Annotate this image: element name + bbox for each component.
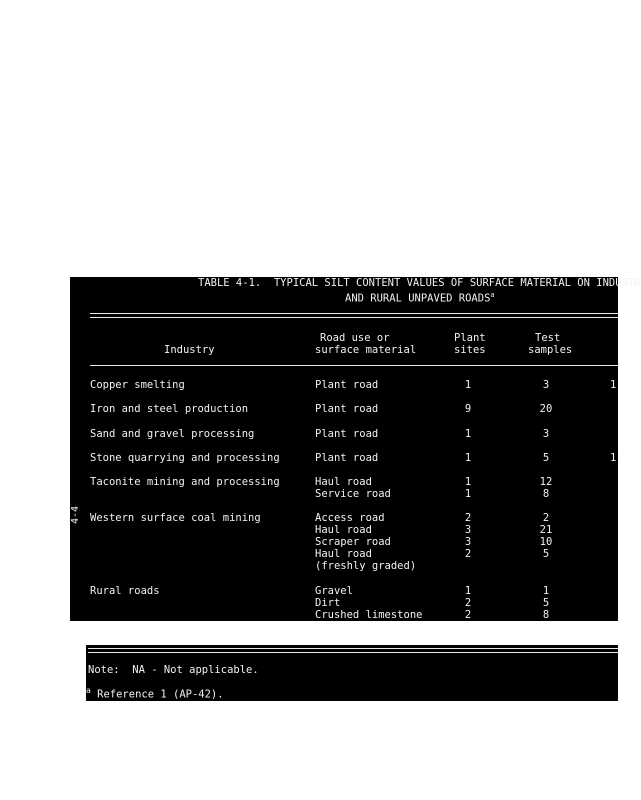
notes-top-rule [88,648,618,649]
row-test-samples: 8 [542,488,550,500]
row-plant-sites: 2 [464,548,472,560]
row-plant-sites: 2 [464,609,472,621]
row-test-samples: 5 [542,548,550,560]
row-road-use: Dirt [315,597,341,609]
header-industry: Industry [164,344,215,356]
row-test-samples: 8 [542,609,550,621]
header-road-use-1: Road use or [320,332,390,344]
row-test-samples: 12 [539,476,553,488]
row-test-samples: 3 [542,379,550,391]
notes-scan [86,645,618,701]
row-industry: Western surface coal mining [90,512,261,524]
row-plant-sites: 9 [464,403,472,415]
row-plant-sites: 1 [464,585,472,597]
row-road-use: Plant road [315,403,379,415]
row-industry: Stone quarrying and processing [90,452,280,464]
row-test-samples: 3 [542,428,550,440]
table-title-line2: AND RURAL UNPAVED ROADS$^a$ [345,291,495,305]
row-industry: Sand and gravel processing [90,428,255,440]
row-plant-sites: 3 [464,536,472,548]
row-road-use: Haul road [315,476,372,488]
row-road-use: Plant road [315,428,379,440]
header-plant-1: Plant [454,332,486,344]
row-plant-sites: 3 [464,524,472,536]
table-title-line1: TABLE 4-1. TYPICAL SILT CONTENT VALUES OF SURFACE MATERIAL ON INDUSTR [198,277,641,289]
row-silt-clipped: 1( [610,452,623,464]
header-top-rule [90,313,618,314]
footnote: $^a$ Reference 1 (AP-42). [86,686,224,701]
header-test-1: Test [535,332,561,344]
row-road-use: Gravel [315,585,353,597]
row-test-samples: 20 [539,403,553,415]
row-road-use: Plant road [315,452,379,464]
row-road-use: Haul road [315,548,372,560]
row-industry: Rural roads [90,585,160,597]
row-plant-sites: 1 [464,488,472,500]
row-road-use: (freshly graded) [315,560,417,572]
row-plant-sites: 1 [464,452,472,464]
page-number: 4-4 [70,505,81,524]
row-test-samples: 2 [542,512,550,524]
row-road-use: Crushed limestone [315,609,423,621]
row-silt-clipped: 1 [610,379,617,391]
header-plant-2: sites [454,344,486,356]
notes-top-rule-2 [88,652,618,653]
row-plant-sites: 1 [464,379,472,391]
row-test-samples: 21 [539,524,553,536]
row-test-samples: 10 [539,536,553,548]
row-road-use: Access road [315,512,385,524]
header-bottom-rule [90,365,618,366]
row-industry: Copper smelting [90,379,185,391]
header-road-use-2: surface material [315,344,417,356]
note-na: Note: NA - Not applicable. [88,664,259,676]
row-test-samples: 5 [542,597,550,609]
row-plant-sites: 2 [464,512,472,524]
header-top-rule-2 [90,317,618,318]
row-test-samples: 5 [542,452,550,464]
row-plant-sites: 1 [464,476,472,488]
row-industry: Taconite mining and processing [90,476,280,488]
row-plant-sites: 1 [464,428,472,440]
row-road-use: Service road [315,488,391,500]
row-industry: Iron and steel production [90,403,249,415]
row-test-samples: 1 [542,585,550,597]
header-test-2: samples [528,344,573,356]
row-road-use: Scraper road [315,536,391,548]
row-road-use: Haul road [315,524,372,536]
row-road-use: Plant road [315,379,379,391]
row-plant-sites: 2 [464,597,472,609]
table-scan [70,277,641,621]
